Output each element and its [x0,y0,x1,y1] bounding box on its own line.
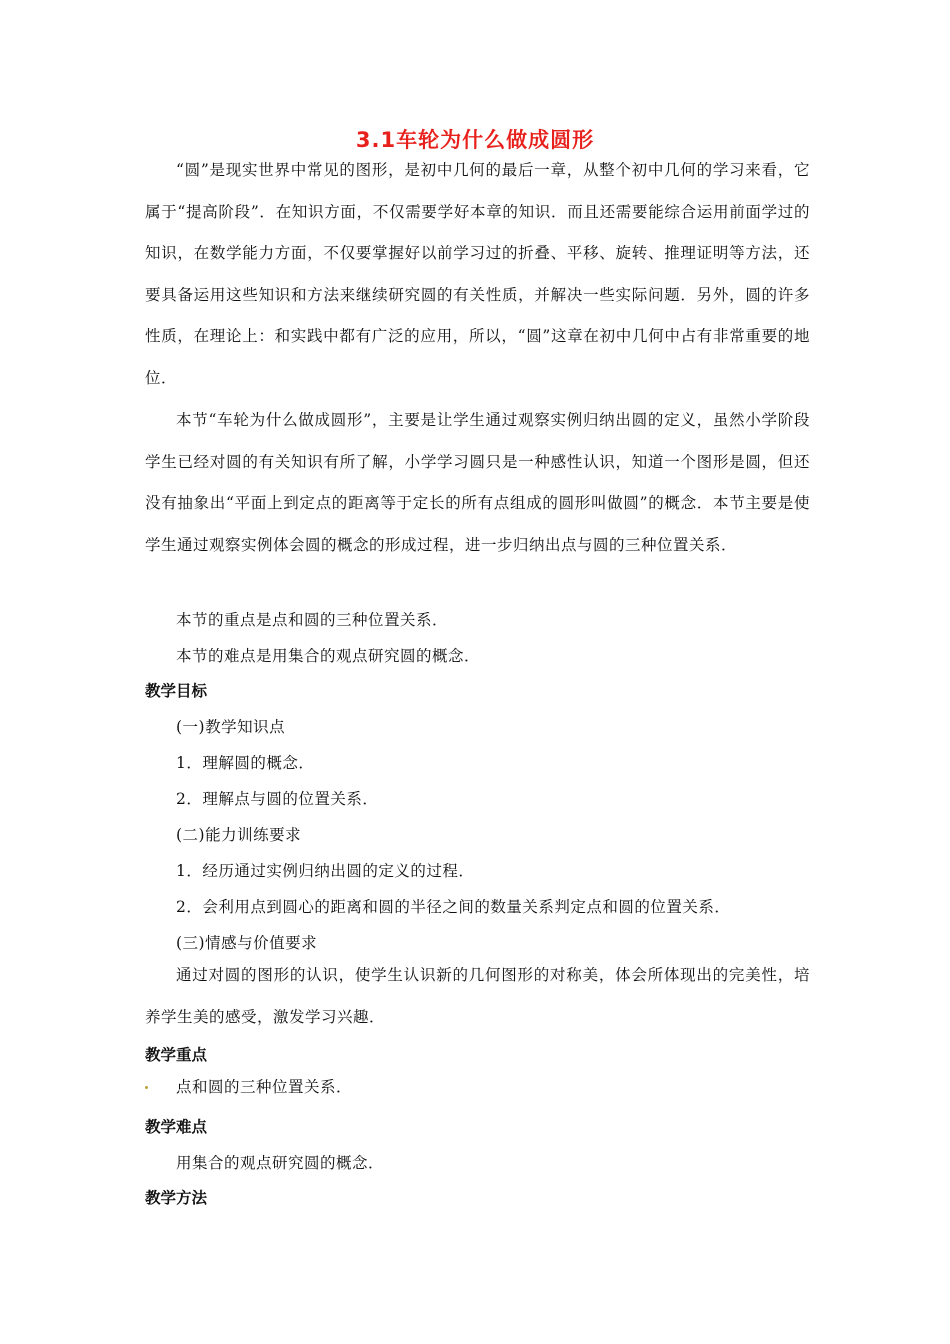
key-point-text: 点和圆的三种位置关系． [176,1078,353,1096]
intro-paragraph-4: 本节的难点是用集合的观点研究圆的概念． [176,647,481,665]
objectives-sub-emotion: (三)情感与价值要求 [176,934,318,952]
difficulty-text: 用集合的观点研究圆的概念． [176,1154,385,1172]
objectives-sub-ability: (二)能力训练要求 [176,826,302,844]
objective-ability-2: 2．会利用点到圆心的距离和圆的半径之间的数量关系判定点和圆的位置关系． [176,898,731,916]
intro-paragraph-3: 本节的重点是点和圆的三种位置关系． [176,611,449,629]
method-heading: 教学方法 [145,1189,208,1207]
objective-emotion-1: 通过对圆的图形的认识，使学生认识新的几何图形的对称美，体会所体现出的完美性，培养学生美的感受，激发学习兴趣． [145,966,810,1026]
page-title: 3.1车轮为什么做成圆形 [355,128,595,152]
stray-mark [145,1086,148,1089]
objective-knowledge-2: 2．理解点与圆的位置关系． [176,790,379,808]
objectives-heading: 教学目标 [145,682,208,700]
intro-paragraph-2: 本节“车轮为什么做成圆形”，主要是让学生通过观察实例归纳出圆的定义，虽然小学阶段学生已经对圆的有关知识有所了解，小学学习圆只是一种感性认识，知道一个图形是圆，但还没有抽象出“平面上到定点的距离等于定长的所有点组成的圆形叫做圆”的概念．本节主要是使学生通过观察实例体会圆的概念的形成过程，进一步归纳出点与圆的三种位置关系． [145,411,810,554]
objective-knowledge-1: 1．理解圆的概念． [176,754,315,772]
difficulty-heading: 教学难点 [145,1118,208,1136]
objective-ability-1: 1．经历通过实例归纳出圆的定义的过程． [176,862,475,880]
objectives-sub-knowledge: (一)教学知识点 [176,718,286,736]
key-point-heading: 教学重点 [145,1046,208,1064]
intro-paragraph-1: “圆”是现实世界中常见的图形，是初中几何的最后一章，从整个初中几何的学习来看，它属于“提高阶段”．在知识方面，不仅需要学好本章的知识．而且还需要能综合运用前面学过的知识，在数学能力方面，不仅要掌握好以前学习过的折叠、平移、旋转、推理证明等方法，还要具备运用这些知识和方法来继续研究圆的有关性质，并解决一些实际问题．另外，圆的许多性质，在理论上：和实践中都有广泛的应用，所以，“圆”这章在初中几何中占有非常重要的地位． [145,161,810,387]
